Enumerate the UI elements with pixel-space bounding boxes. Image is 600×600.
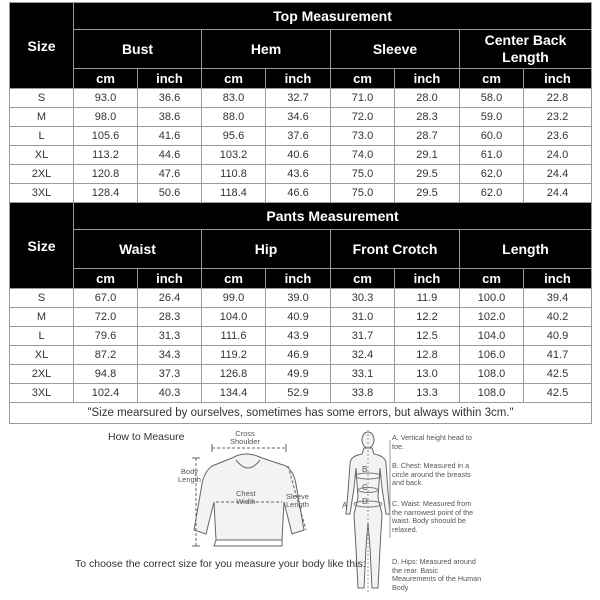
pants-value-cell: 12.8 <box>395 346 460 365</box>
top-value-cell: 22.8 <box>524 89 592 108</box>
top-unit-inch: inch <box>524 69 592 89</box>
pants-value-cell: 134.4 <box>202 384 266 403</box>
pants-value-cell: 108.0 <box>460 384 524 403</box>
pants-value-cell: 99.0 <box>202 289 266 308</box>
pants-table-row <box>10 327 592 346</box>
pants-value-cell: 37.3 <box>138 365 202 384</box>
top-table-row <box>10 146 592 165</box>
pants-value-cell: 40.3 <box>138 384 202 403</box>
pants-value-cell: 32.4 <box>331 346 395 365</box>
pants-size-cell: 3XL <box>10 384 74 403</box>
top-value-cell: 32.7 <box>266 89 331 108</box>
pants-size-cell: 2XL <box>10 365 74 384</box>
pants-value-cell: 33.1 <box>331 365 395 384</box>
top-value-cell: 83.0 <box>202 89 266 108</box>
pants-value-cell: 31.0 <box>331 308 395 327</box>
size-note: "Size mearsured by ourselves, sometimes has some errors, but always within 3cm." <box>10 403 592 424</box>
top-value-cell: 72.0 <box>331 108 395 127</box>
top-table-row <box>10 127 592 146</box>
pants-unit-inch: inch <box>395 269 460 289</box>
pants-table-row <box>10 384 592 403</box>
top-table-row <box>10 108 592 127</box>
pants-group-waist: Waist <box>74 230 202 269</box>
top-value-cell: 24.4 <box>524 165 592 184</box>
top-value-cell: 38.6 <box>138 108 202 127</box>
body-length-label: Body Length <box>178 467 201 484</box>
pants-size-cell: L <box>10 327 74 346</box>
pants-value-cell: 33.8 <box>331 384 395 403</box>
pants-value-cell: 13.0 <box>395 365 460 384</box>
top-value-cell: 40.6 <box>266 146 331 165</box>
top-value-cell: 44.6 <box>138 146 202 165</box>
pants-value-cell: 94.8 <box>74 365 138 384</box>
top-value-cell: 98.0 <box>74 108 138 127</box>
top-value-cell: 103.2 <box>202 146 266 165</box>
pants-units-row <box>10 269 592 289</box>
top-value-cell: 50.6 <box>138 184 202 203</box>
pants-value-cell: 31.7 <box>331 327 395 346</box>
pants-table-row <box>10 365 592 384</box>
top-value-cell: 58.0 <box>460 89 524 108</box>
top-size-cell: XL <box>10 146 74 165</box>
top-group-center-back-length: Center Back Length <box>460 30 592 69</box>
top-unit-cm: cm <box>74 69 138 89</box>
top-value-cell: 118.4 <box>202 184 266 203</box>
top-size-header: Size <box>10 3 74 89</box>
top-unit-inch: inch <box>138 69 202 89</box>
top-measurement-title: Top Measurement <box>74 3 592 30</box>
choose-size-instruction: To choose the correct size for you measure your body like this: <box>75 558 366 570</box>
pants-unit-cm: cm <box>331 269 395 289</box>
pants-table-row <box>10 308 592 327</box>
top-table-row <box>10 89 592 108</box>
pants-value-cell: 42.5 <box>524 384 592 403</box>
pants-measurement-section <box>10 203 592 403</box>
top-value-cell: 29.5 <box>395 184 460 203</box>
top-table-row <box>10 165 592 184</box>
letter-d: D <box>362 497 368 506</box>
top-value-cell: 95.6 <box>202 127 266 146</box>
pants-unit-inch: inch <box>524 269 592 289</box>
pants-size-cell: S <box>10 289 74 308</box>
pants-value-cell: 28.3 <box>138 308 202 327</box>
top-value-cell: 24.0 <box>524 146 592 165</box>
top-value-cell: 74.0 <box>331 146 395 165</box>
pants-value-cell: 102.0 <box>460 308 524 327</box>
top-value-cell: 28.3 <box>395 108 460 127</box>
pants-value-cell: 67.0 <box>74 289 138 308</box>
pants-value-cell: 12.5 <box>395 327 460 346</box>
top-value-cell: 41.6 <box>138 127 202 146</box>
pants-size-cell: XL <box>10 346 74 365</box>
top-value-cell: 34.6 <box>266 108 331 127</box>
pants-value-cell: 31.3 <box>138 327 202 346</box>
chest-width-label: Chest Width <box>236 489 256 506</box>
letter-b: B <box>362 465 368 474</box>
pants-value-cell: 104.0 <box>202 308 266 327</box>
pants-value-cell: 119.2 <box>202 346 266 365</box>
top-value-cell: 120.8 <box>74 165 138 184</box>
top-value-cell: 105.6 <box>74 127 138 146</box>
pants-value-cell: 79.6 <box>74 327 138 346</box>
top-value-cell: 110.8 <box>202 165 266 184</box>
top-size-cell: M <box>10 108 74 127</box>
top-size-cell: 2XL <box>10 165 74 184</box>
pants-unit-cm: cm <box>460 269 524 289</box>
note-a: A. Vertical height head to toe. <box>392 433 472 451</box>
pants-value-cell: 12.2 <box>395 308 460 327</box>
pants-table-row <box>10 346 592 365</box>
top-value-cell: 28.0 <box>395 89 460 108</box>
size-table <box>9 2 592 424</box>
pants-unit-inch: inch <box>266 269 331 289</box>
pants-value-cell: 87.2 <box>74 346 138 365</box>
top-value-cell: 29.5 <box>395 165 460 184</box>
top-value-cell: 36.6 <box>138 89 202 108</box>
pants-value-cell: 108.0 <box>460 365 524 384</box>
pants-value-cell: 40.2 <box>524 308 592 327</box>
pants-size-header: Size <box>10 203 74 289</box>
pants-value-cell: 34.3 <box>138 346 202 365</box>
top-value-cell: 47.6 <box>138 165 202 184</box>
top-value-cell: 75.0 <box>331 165 395 184</box>
pants-value-cell: 40.9 <box>524 327 592 346</box>
pants-value-cell: 52.9 <box>266 384 331 403</box>
pants-value-cell: 72.0 <box>74 308 138 327</box>
pants-value-cell: 111.6 <box>202 327 266 346</box>
note-c: C. Waist: Measured from the narrowest point of the waist. Body shoould be relaxed. <box>392 499 474 534</box>
pants-unit-inch: inch <box>138 269 202 289</box>
top-units-row <box>10 69 592 89</box>
pants-value-cell: 42.5 <box>524 365 592 384</box>
pants-value-cell: 41.7 <box>524 346 592 365</box>
top-value-cell: 71.0 <box>331 89 395 108</box>
how-to-measure-section <box>0 418 600 600</box>
pants-measurement-title: Pants Measurement <box>74 203 592 230</box>
top-value-cell: 93.0 <box>74 89 138 108</box>
pants-value-cell: 126.8 <box>202 365 266 384</box>
pants-value-cell: 13.3 <box>395 384 460 403</box>
measure-illustrations <box>0 418 600 600</box>
top-value-cell: 29.1 <box>395 146 460 165</box>
pants-value-cell: 11.9 <box>395 289 460 308</box>
pants-value-cell: 49.9 <box>266 365 331 384</box>
pants-value-cell: 39.4 <box>524 289 592 308</box>
top-value-cell: 73.0 <box>331 127 395 146</box>
note-d: D. Hips: Measured around the rear. Basic Meaurements of the Human Body <box>392 557 482 592</box>
top-value-cell: 23.2 <box>524 108 592 127</box>
top-group-sleeve: Sleeve <box>331 30 460 69</box>
top-value-cell: 28.7 <box>395 127 460 146</box>
top-group-bust: Bust <box>74 30 202 69</box>
top-value-cell: 24.4 <box>524 184 592 203</box>
pants-value-cell: 40.9 <box>266 308 331 327</box>
pants-size-cell: M <box>10 308 74 327</box>
top-unit-inch: inch <box>266 69 331 89</box>
pants-value-cell: 30.3 <box>331 289 395 308</box>
top-unit-cm: cm <box>460 69 524 89</box>
top-value-cell: 128.4 <box>74 184 138 203</box>
pants-group-front-crotch: Front Crotch <box>331 230 460 269</box>
top-table-row <box>10 184 592 203</box>
pants-group-length: Length <box>460 230 592 269</box>
top-unit-inch: inch <box>395 69 460 89</box>
top-value-cell: 88.0 <box>202 108 266 127</box>
pants-value-cell: 102.4 <box>74 384 138 403</box>
top-value-cell: 60.0 <box>460 127 524 146</box>
top-value-cell: 23.6 <box>524 127 592 146</box>
top-size-cell: L <box>10 127 74 146</box>
top-measurement-section <box>10 3 592 203</box>
letter-a: A <box>342 501 348 510</box>
top-group-hem: Hem <box>202 30 331 69</box>
sleeve-length-label: Sleeve Length <box>286 492 309 509</box>
how-to-measure-title: How to Measure <box>108 431 185 443</box>
pants-unit-cm: cm <box>74 269 138 289</box>
pants-value-cell: 106.0 <box>460 346 524 365</box>
top-unit-cm: cm <box>202 69 266 89</box>
top-size-cell: S <box>10 89 74 108</box>
top-value-cell: 113.2 <box>74 146 138 165</box>
pants-value-cell: 104.0 <box>460 327 524 346</box>
top-value-cell: 46.6 <box>266 184 331 203</box>
top-value-cell: 37.6 <box>266 127 331 146</box>
top-value-cell: 43.6 <box>266 165 331 184</box>
top-value-cell: 59.0 <box>460 108 524 127</box>
pants-value-cell: 39.0 <box>266 289 331 308</box>
pants-group-hip: Hip <box>202 230 331 269</box>
note-b: B. Chest: Measured in a circle around the breasts and back. <box>392 461 471 487</box>
top-value-cell: 62.0 <box>460 184 524 203</box>
pants-unit-cm: cm <box>202 269 266 289</box>
letter-c: C <box>362 483 368 492</box>
pants-table-row <box>10 289 592 308</box>
top-value-cell: 75.0 <box>331 184 395 203</box>
size-chart <box>9 2 591 424</box>
pants-value-cell: 46.9 <box>266 346 331 365</box>
top-value-cell: 61.0 <box>460 146 524 165</box>
top-unit-cm: cm <box>331 69 395 89</box>
pants-value-cell: 43.9 <box>266 327 331 346</box>
top-size-cell: 3XL <box>10 184 74 203</box>
top-value-cell: 62.0 <box>460 165 524 184</box>
cross-shoulder-label: Cross Shoulder <box>230 429 261 446</box>
pants-value-cell: 100.0 <box>460 289 524 308</box>
pants-value-cell: 26.4 <box>138 289 202 308</box>
